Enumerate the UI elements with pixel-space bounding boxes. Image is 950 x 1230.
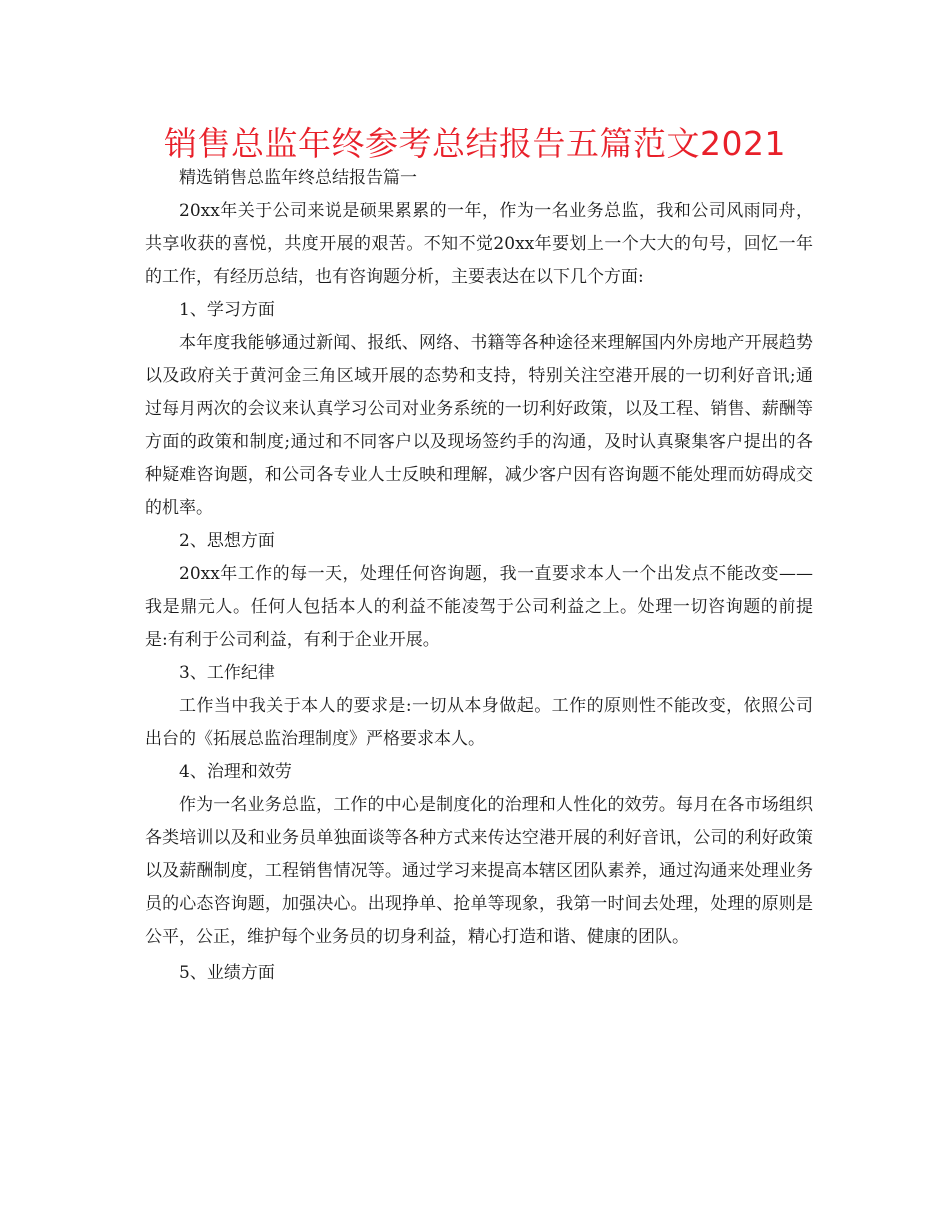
- section-3-body: 工作当中我关于本人的要求是:一切从本身做起。工作的原则性不能改变，依照公司出台的《拓展总监治理制度》严格要求本人。: [145, 696, 813, 749]
- section-1-heading: 1、学习方面: [179, 300, 275, 320]
- intro-paragraph: 20xx年关于公司来说是硕果累累的一年，作为一名业务总监，我和公司风雨同舟，共享收获的喜悦，共度开展的艰苦。不知不觉20xx年要划上一个大大的句号，回忆一年的工作，有经历总结，也有咨询题分析，主要表达在以下几个方面:: [145, 201, 813, 287]
- section-3-heading: 3、工作纪律: [179, 663, 275, 683]
- document-body: [145, 162, 813, 990]
- document-subtitle: 精选销售总监年终总结报告篇一: [179, 168, 417, 188]
- section-4-heading: 4、治理和效劳: [179, 762, 292, 782]
- section-4-body: 作为一名业务总监，工作的中心是制度化的治理和人性化的效劳。每月在各市场组织各类培训以及和业务员单独面谈等各种方式来传达空港开展的利好音讯，公司的利好政策以及薪酬制度，工程销售情况等。通过学习来提高本辖区团队素养，通过沟通来处理业务员的心态咨询题，加强决心。出现挣单、抢单等现象，我第一时间去处理，处理的原则是公平，公正，维护每个业务员的切身利益，精心打造和谐、健康的团队。: [145, 795, 813, 947]
- section-2-heading: 2、思想方面: [179, 531, 275, 551]
- section-5-heading: 5、业绩方面: [179, 963, 275, 983]
- section-1-body: 本年度我能够通过新闻、报纸、网络、书籍等各种途径来理解国内外房地产开展趋势以及政府关于黄河金三角区域开展的态势和支持，特别关注空港开展的一切利好音讯;通过每月两次的会议来认真学习公司对业务系统的一切利好政策，以及工程、销售、薪酬等方面的政策和制度;通过和不同客户以及现场签约手的沟通，及时认真聚集客户提出的各种疑难咨询题，和公司各专业人士反映和理解，减少客户因有咨询题不能处理而妨碍成交的机率。: [145, 333, 813, 518]
- section-2-body: 20xx年工作的每一天，处理任何咨询题，我一直要求本人一个出发点不能改变——我是鼎元人。任何人包括本人的利益不能凌驾于公司利益之上。处理一切咨询题的前提是:有利于公司利益，有利于企业开展。: [145, 564, 813, 650]
- document-title: 销售总监年终参考总结报告五篇范文2021: [164, 124, 786, 163]
